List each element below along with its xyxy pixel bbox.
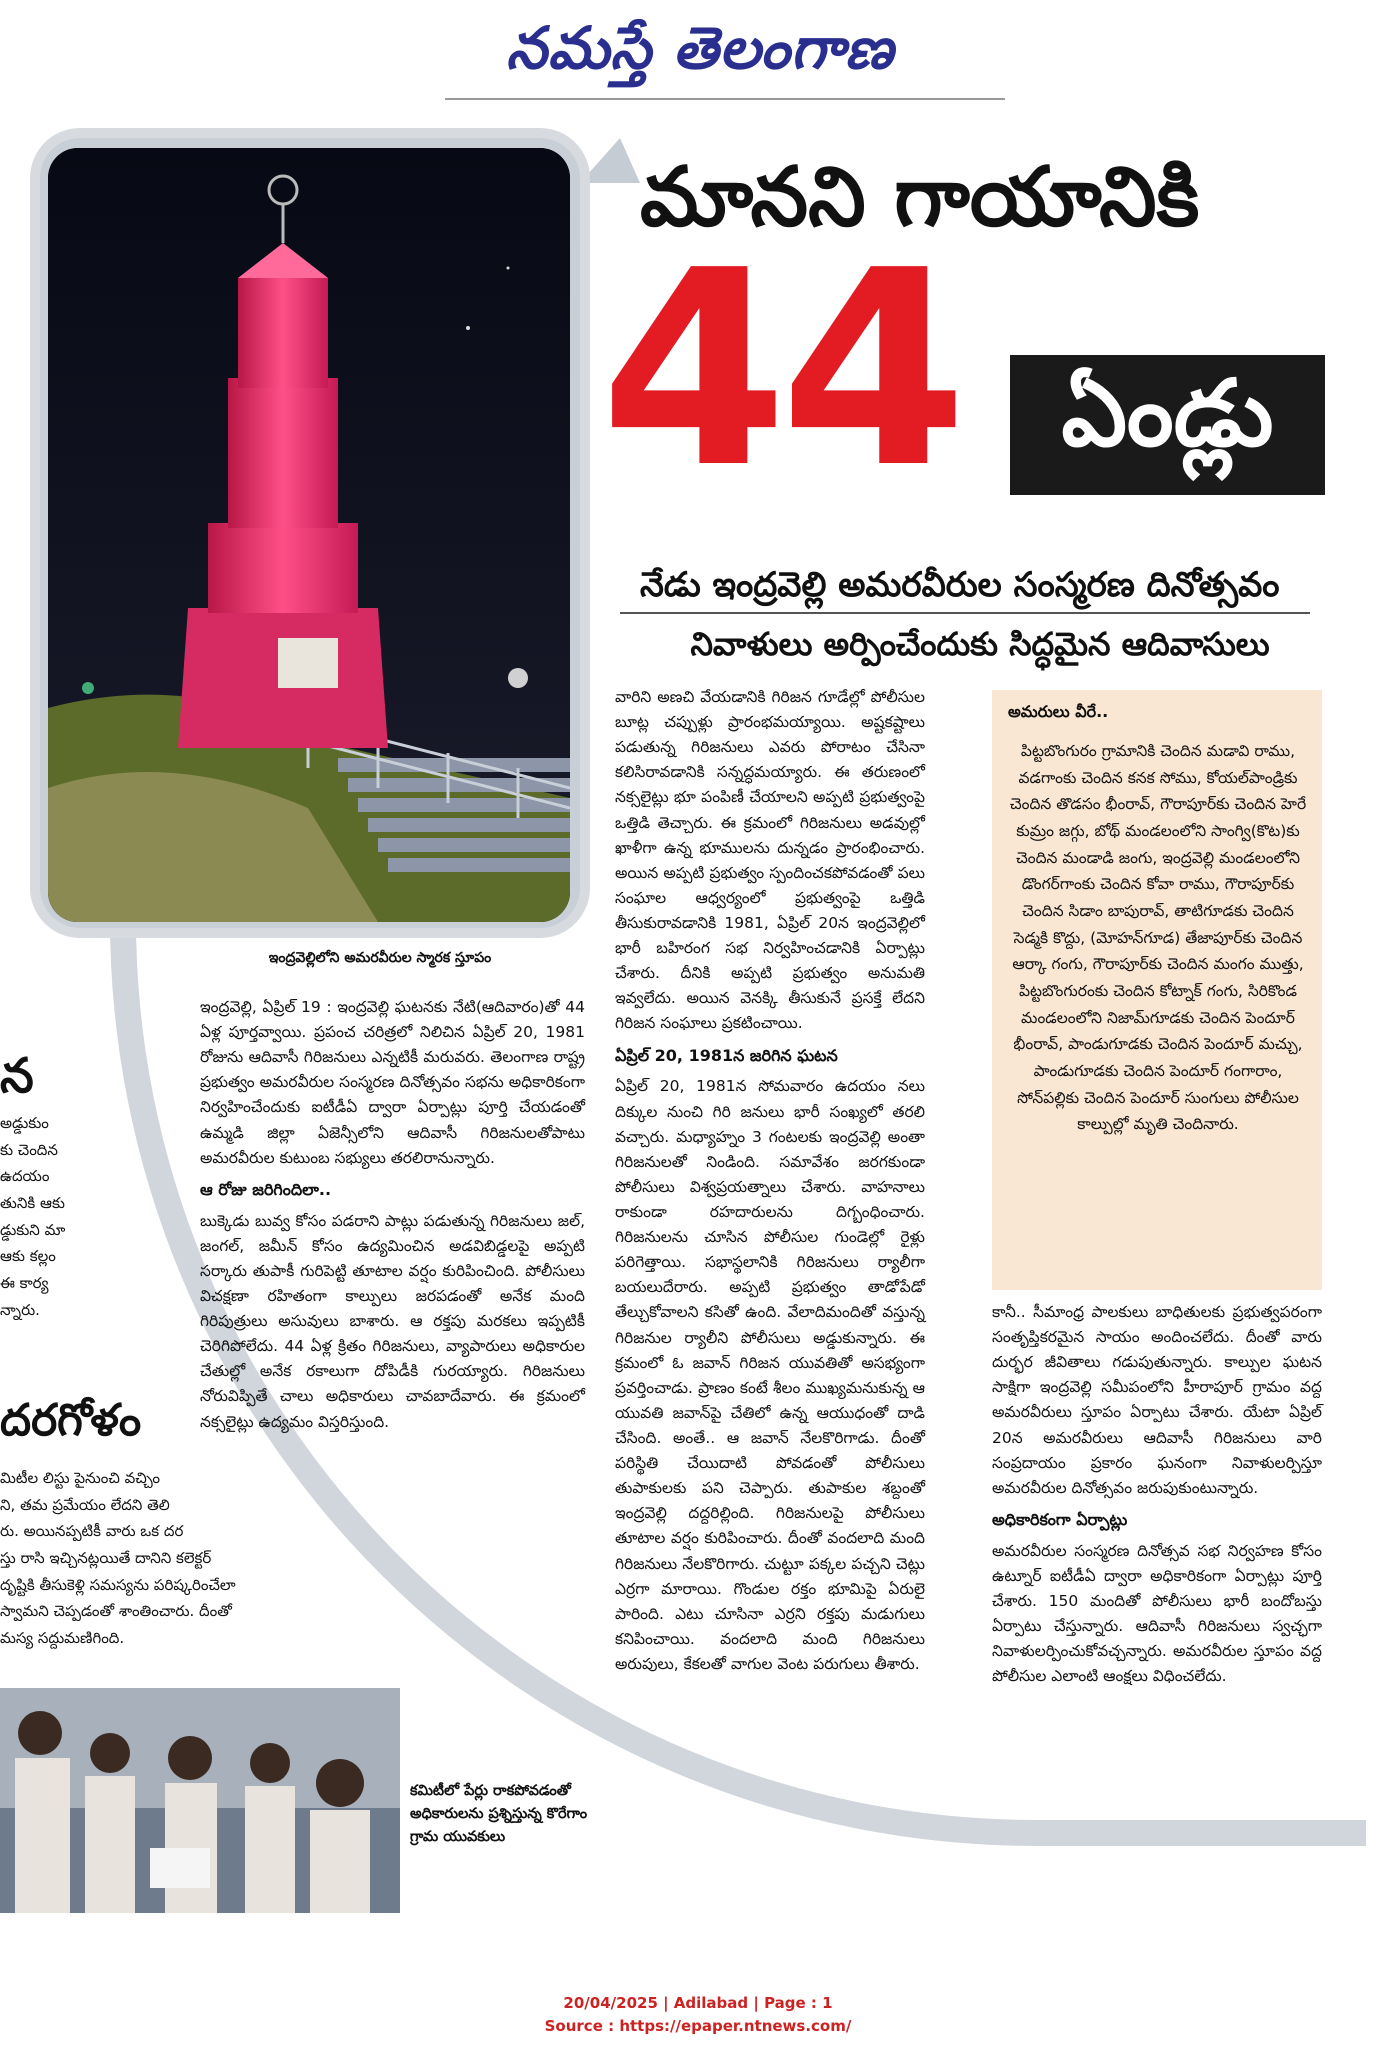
right-paragraph-2: అమరవీరుల సంస్మరణ దినోత్సవ సభ నిర్వహణ కోసం ఉట్నూర్ ఐటీడీఏ ద్వారా అధికారికంగా ఏర్పాట్లు పూర్తి చేశారు. 150 మందితో పోలీసులు భారీ బందోబస్తు ఏర్పాటు చేస్తున్నారు. ఆదివాసీ గిరిజనులు స్వచ్ఛగా నివాళులర్పించుకోవచ్చన్నారు. అమరవీరుల స్తూపం వద్ద పోలీసుల ఎలాంటి ఆంక్షలు విధించలేదు. <box>992 1541 1322 1686</box>
middle-column <box>615 685 925 1683</box>
martyrs-box-title: అమరులు వీరే.. <box>1008 702 1109 721</box>
middle-paragraph-1: వారిని అణచి వేయడానికి గిరిజన గూడేల్లో పోలీసుల బూట్ల చప్పుళ్లు ప్రారంభమయ్యాయి. అష్టకష్టాలు పడుతున్న గిరిజనులు ఎవరు పోరాటం చేసినా కలిసిరావడానికి సన్నద్ధమయ్యారు. ఈ తరుణంలో నక్సలైట్లు భూ పంపిణీ చేయాలని అప్పటి ప్రభుత్వంపై ఒత్తిడి తెచ్చారు. ఈ క్రమంలో గిరిజనులు అడవుల్లో ఖాళీగా ఉన్న భూములను దున్నడం ప్రారంభించారు. అయిన అప్పటి ప్రభుత్వం స్పందించకపోవడంతో పలు సంఘాల ఆధ్వర్యంలో ప్రభుత్వంపై ఒత్తిడి తీసుకురావడానికి 1981, ఏప్రిల్ 20న ఇంద్రవెల్లిలో భారీ బహిరంగ సభ నిర్వహించడానికి ఏర్పాట్లు చేశారు. దీనికి అప్పటి ప్రభుత్వం అనుమతి ఇవ్వలేదు. అయిన వెనక్కి తీసుకునే ప్రసక్తే లేదని గిరిజన సంఘాలు ప్రకటించాయి. <box>615 688 925 1033</box>
villagers-illustration <box>0 1688 400 1913</box>
right-section-heading: అధికారికంగా ఏర్పాట్లు <box>992 1509 1128 1529</box>
villagers-photo <box>0 1688 400 1913</box>
headline-unit: ఏండ్లు <box>1010 355 1325 495</box>
left-paragraph-2: బుక్కెడు బువ్వ కోసం పడరాని పాట్లు పడుతున్న గిరిజనులు జల్, జంగల్, జమీన్ కోసం ఉద్యమించిన అడవిబిడ్డలపై అప్పటి సర్కారు తుపాకీ గురిపెట్టి తూటాల వర్షం కురిపించింది. పోలీసులు విచక్షణా రహితంగా కాల్పులు జరపడంతో అనేక మంది గిరిపుత్రులు అసువులు బాశారు. ఆ రక్తపు మరకలు ఇప్పటికీ చెరిగిపోలేదు. 44 ఏళ్ల క్రితం గిరిజనులు, వ్యాపారులు అధికారుల చేతుల్లో అనేక రకాలుగా దోపిడీకి గురయ్యారు. గిరిజనులు నోరువిప్పితే చాలు అధికారులు చావబాదేవారు. ఈ క్రమంలో నక్సలైట్లు ఉద్యమం విస్తరిస్తుంది. <box>200 1211 585 1431</box>
memorial-illustration <box>48 148 570 922</box>
left-strip-heading-1: న <box>0 1048 34 1104</box>
left-strip-text-1: అడ్డుకుం కు చెందిన ఉదయం తునికి ఆకు డ్డుకుని మా ఆకు కల్లం ఈ కార్య న్నారు. <box>0 1114 66 1319</box>
left-strip-text-2: మిటీల లిస్టు పైనుంచి వచ్చిం ని, తమ ప్రమేయం లేదని తెలి రు. అయినప్పటికీ వారు ఒక దర స్తు రాసి ఇచ్చినట్లయితే దానిని కలెక్టర్ దృష్టికి తీసుకెళ్లి సమస్యను పరిష్కరించేలా స్వామని చెప్పడంతో శాంతించారు. దీంతో మస్య సద్దుమణిగింది. <box>0 1469 236 1648</box>
headline-line1: మానని గాయానికి <box>640 150 1200 245</box>
memorial-photo <box>48 148 570 922</box>
photo-caption: ఇంద్రవెల్లిలోని అమరవీరుల స్మారక స్తూపం <box>268 950 492 966</box>
page-footer <box>0 1992 1396 2037</box>
headline-number: 44 <box>600 212 960 527</box>
left-paragraph-1: ఇంద్రవెల్లి, ఏప్రిల్ 19 : ఇంద్రవెల్లి ఘటనకు నేటి(ఆదివారం)తో 44 ఏళ్ల పూర్తవ్వాయి. ప్రపంచ చరిత్రలో నిలిచిన ఏప్రిల్ 20, 1981 రోజును ఆదివాసీ గిరిజనులు ఎన్నటికీ మరువరు. తెలంగాణ రాష్ట్ర ప్రభుత్వం అమరవీరుల సంస్మరణ దినోత్సవం సభను అధికారికంగా నిర్వహించేందుకు ఐటీడీఏ ద్వారా ఏర్పాట్లు పూర్తి చేయడంతో ఉమ్మడి జిల్లా ఏజెన్సీలోని ఆదివాసీ గిరిజనులతోపాటు అమరవీరుల కుటుంబ సభ్యులు తరలిరానున్నారు. <box>200 998 585 1167</box>
masthead-rule <box>445 98 1005 100</box>
speech-pointer <box>580 138 640 183</box>
subhead-1: నేడు ఇంద్రవెల్లి అమరవీరుల సంస్మరణ దినోత్సవం <box>640 565 1280 605</box>
subhead-2: నివాళులు అర్పించేందుకు సిద్ధమైన ఆదివాసులు <box>690 625 1270 663</box>
right-column <box>992 1300 1322 1695</box>
left-strip-heading-2: దరగోళం <box>0 1395 142 1446</box>
villagers-caption: కమిటీలో పేర్లు రాకపోవడంతో అధికారులను ప్రశ్నిస్తున్న కొరేగాం గ్రామ యువకులు <box>410 1783 588 1846</box>
footer-date-edition: 20/04/2025 | Adilabad | Page : 1 <box>563 1994 833 2012</box>
middle-section-heading: ఏప్రిల్ 20, 1981న జరిగిన ఘటన <box>615 1045 838 1065</box>
martyrs-box <box>992 690 1322 1290</box>
right-paragraph-1: కానీ.. సీమాంధ్ర పాలకులు బాధితులకు ప్రభుత్వపరంగా సంతృప్తికరమైన సాయం అందించలేదు. దీంతో వారు దుర్భర జీవితాలు గడుపుతున్నారు. కాల్పుల ఘటన సాక్షిగా ఇంద్రవెల్లి సమీపంలోని హీరాపూర్ గ్రామం వద్ద అమరవీరులు స్తూపం ఏర్పాటు చేశారు. యేటా ఏప్రిల్ 20న అమరవీరులు ఆదివాసీ గిరిజనులు వారి సంప్రదాయం ప్రకారం ఘనంగా నివాళులర్పిస్తూ అమరవీరుల దినోత్సవం జరుపుకుంటున్నారు. <box>992 1303 1322 1497</box>
middle-paragraph-2: ఏప్రిల్ 20, 1981న సోమవారం ఉదయం నలు దిక్కుల నుంచి గిరి జనులు భారీ సంఖ్యలో తరలి వచ్చారు. మధ్యాహ్నం 3 గంటలకు ఇంద్రవెల్లి అంతా గిరిజనులతో నిండింది. సమావేశం జరగకుండా పోలీసులు విశ్వప్రయత్నాలు చేశారు. వాహనాలు రాకుండా రహదారులను దిగ్బంధించారు. గిరిజనులను చూసిన పోలీసుల గుండెల్లో రైళ్లు పరిగెత్తాయి. సభాస్థలానికి గిరిజనులు ర్యాలీగా బయలుదేరారు. అప్పటి ప్రభుత్వం తాడోపేడో తేల్చుకోవాలని కసితో ఉంది. వేలాదిమందితో వస్తున్న గిరిజనుల ర్యాలీని పోలీసులు అడ్డుకున్నారు. ఈ క్రమంలో ఓ జవాన్ గిరిజన యువతితో అసభ్యంగా ప్రవర్తించాడు. ప్రాణం కంటే శీలం ముఖ్యమనుకున్న ఆ యువతి జవాన్‌పై చేతిలో ఉన్న ఆయుధంతో దాడి చేసింది. అంతే.. ఆ జవాన్ నేలకొరిగాడు. దీంతో పరిస్థితి చేయిదాటి పోవడంతో పోలీసులు తుపాకులకు పని చెప్పారు. తుపాకుల శబ్దంతో ఇంద్రవెల్లి దద్దరిల్లింది. గిరిజనులపై పోలీసులు తూటాల వర్షం కురిపించారు. దీంతో వందలాది మంది గిరిజనులు నేలకొరిగారు. చుట్టూ పక్కల పచ్చని చెట్లు ఎర్రగా మారాయి. గొండుల రక్తం భూమిపై ఏరులై పారింది. ఎటు చూసినా ఎర్రని రక్తపు మడుగులు కనిపించాయి. వందలాది మంది గిరిజనులు అరుపులు, కేకలతో వాగుల వెంట పరుగులు తీశారు. <box>615 1077 925 1673</box>
masthead: నమస్తే తెలంగాణ <box>506 14 894 82</box>
left-section-heading: ఆ రోజు జరిగిందిలా.. <box>200 1179 332 1199</box>
footer-source-link[interactable]: Source : https://epaper.ntnews.com/ <box>544 2016 852 2035</box>
subhead-rule <box>620 612 1310 614</box>
left-column <box>200 995 585 1441</box>
martyrs-box-body: పిట్టబొంగురం గ్రామానికి చెందిన మడావి రాము, వడగాంకు చెందిన కనక సోము, కోయల్‌పాండ్రికు చెందిన తొడసం భీంరావ్, గౌరాపూర్‌కు చెందిన హెరే కుమ్రం జగ్గు, బోథ్ మండలంలోని సాంగ్వి(కొట)కు చెందిన మండాడి జంగు, ఇంద్రవెల్లి మండలంలోని డొంగర్‌గాంకు చెందిన కోవా రాము, గౌరాపూర్‌కు చెందిన సిడాం బాపురావ్, తాటిగూడకు చెందిన సెడ్మకి కొద్దు, (మోహన్‌గూడ) తేజాపూర్‌కు చెందిన ఆర్కా గంగు, గౌరాపూర్‌కు చెందిన మంగం ముత్తు, పిట్టబొంగురంకు చెందిన కోట్నాక్ గంగు, సిరికొండ మండలంలోని నిజామ్‌గూడకు చెందిన పెందూర్ భీంరావ్, పాండుగూడకు చెందిన పెందూర్ మచ్చు, పాండుగూడకు చెందిన పెందూర్ గంగారాం, సోన్‌పల్లికు చెందిన పెందూర్ సుంగులు పోలీసుల కాల్పుల్లో మృతి చెందినారు. <box>1009 742 1307 1134</box>
